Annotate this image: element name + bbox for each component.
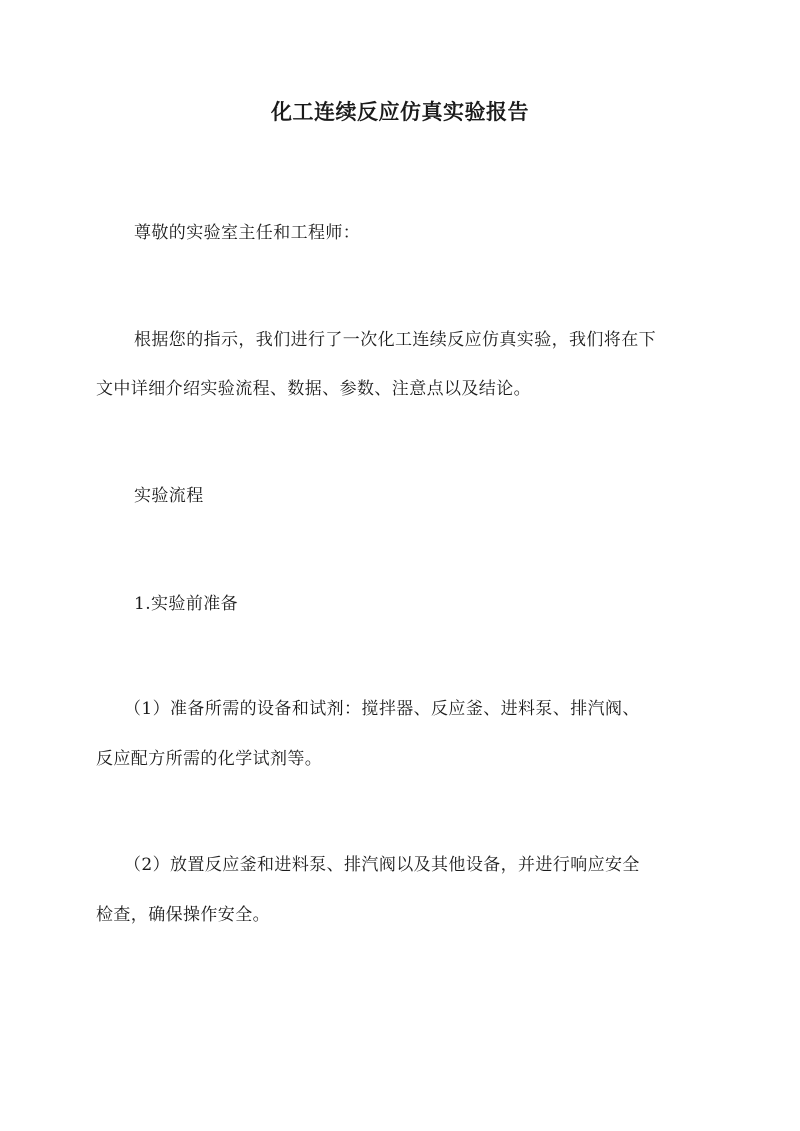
- list-item-2-line-1: （2）放置反应釜和进料泵、排汽阀以及其他设备，并进行响应安全: [124, 855, 640, 875]
- document-title: 化工连续反应仿真实验报告: [271, 99, 529, 124]
- section-heading: 实验流程: [134, 486, 204, 506]
- intro-paragraph-line-2: 文中详细介绍实验流程、数据、参数、注意点以及结论。: [96, 379, 531, 399]
- list-item-2-line-2: 检查，确保操作安全。: [96, 905, 270, 925]
- list-item-1-line-2: 反应配方所需的化学试剂等。: [96, 749, 323, 769]
- salutation-text: 尊敬的实验室主任和工程师：: [134, 223, 361, 243]
- subsection-heading: 1.实验前准备: [134, 594, 239, 614]
- intro-paragraph-line-1: 根据您的指示，我们进行了一次化工连续反应仿真实验，我们将在下: [134, 330, 656, 350]
- list-item-1-line-1: （1）准备所需的设备和试剂：搅拌器、反应釜、进料泵、排汽阀、: [124, 699, 640, 719]
